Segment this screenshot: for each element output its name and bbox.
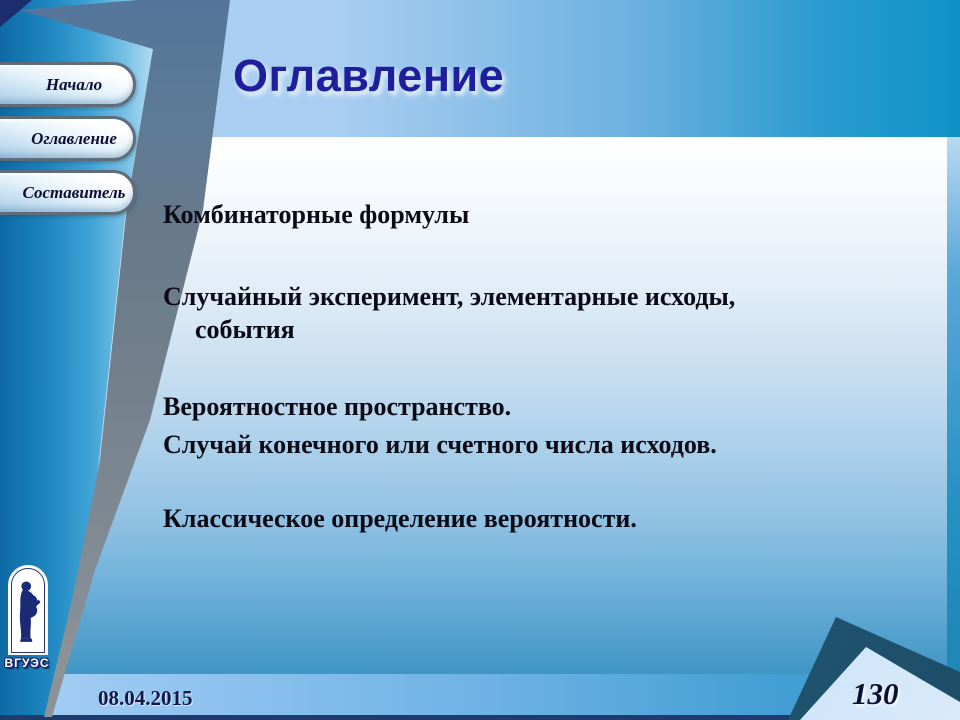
university-logo xyxy=(8,565,48,655)
toc-item-combinatorics[interactable]: Комбинаторные формулы xyxy=(163,200,470,229)
logo-caption: ВГУЭС xyxy=(4,656,50,670)
nav-button-home[interactable]: Начало xyxy=(0,62,136,107)
toc-item-countable-outcomes[interactable]: Случай конечного или счетного числа исходов. xyxy=(163,430,717,459)
toc-item-random-experiment[interactable]: Случайный эксперимент, элементарные исходы, xyxy=(163,282,736,311)
page-number: 130 xyxy=(852,676,899,711)
university-statue-icon xyxy=(13,572,43,650)
page-title: Оглавление xyxy=(233,50,505,101)
logo-arch-frame xyxy=(11,568,45,653)
toc-item-probability-space[interactable]: Вероятностное пространство. xyxy=(163,392,512,421)
nav-button-author[interactable]: Составитель xyxy=(0,170,136,215)
nav-button-group xyxy=(0,62,136,215)
toc-item-random-experiment-wrap[interactable]: события xyxy=(195,315,295,344)
nav-button-contents[interactable]: Оглавление xyxy=(0,116,136,161)
toc-item-classical-definition[interactable]: Классическое определение вероятности. xyxy=(163,504,637,533)
footer-date: 08.04.2015 xyxy=(98,686,193,710)
